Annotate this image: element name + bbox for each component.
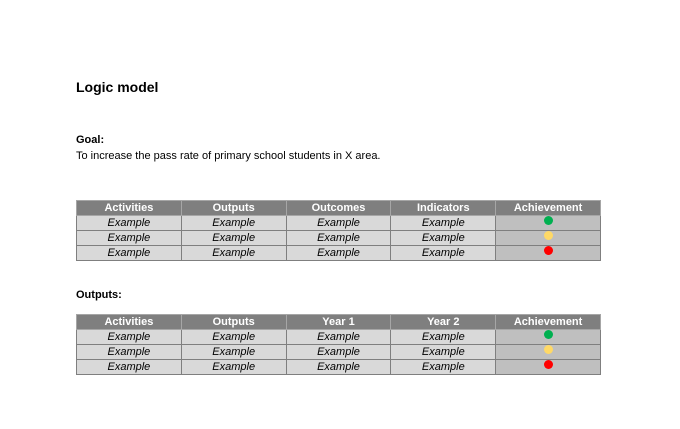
table-row <box>77 216 601 231</box>
header-achievement: Achievement <box>496 201 601 216</box>
table-cell: Example <box>181 360 286 375</box>
table-row <box>77 231 601 246</box>
table-cell: Example <box>77 345 182 360</box>
status-red-icon <box>544 246 553 255</box>
header-outcomes: Outcomes <box>286 201 391 216</box>
status-green-icon <box>544 330 553 339</box>
table-row <box>77 345 601 360</box>
table-header-row <box>77 315 601 330</box>
table-header-row <box>77 201 601 216</box>
table-cell: Example <box>391 216 496 231</box>
table-cell: Example <box>286 231 391 246</box>
achievement-cell <box>496 231 601 246</box>
header-year-2: Year 2 <box>391 315 496 330</box>
achievement-cell <box>496 216 601 231</box>
achievement-cell <box>496 345 601 360</box>
header-activities: Activities <box>77 315 182 330</box>
status-green-icon <box>544 216 553 225</box>
table-row <box>77 246 601 261</box>
table-cell: Example <box>286 360 391 375</box>
table-cell: Example <box>286 345 391 360</box>
header-year-1: Year 1 <box>286 315 391 330</box>
table-cell: Example <box>286 246 391 261</box>
table-cell: Example <box>77 330 182 345</box>
logic-model-table <box>76 200 601 261</box>
outputs-table <box>76 314 601 375</box>
table-cell: Example <box>77 246 182 261</box>
status-amber-icon <box>544 345 553 354</box>
header-activities: Activities <box>77 201 182 216</box>
status-amber-icon <box>544 231 553 240</box>
page-title: Logic model <box>76 79 159 95</box>
outputs-label: Outputs: <box>76 289 122 301</box>
achievement-cell <box>496 360 601 375</box>
table-cell: Example <box>181 345 286 360</box>
header-outputs: Outputs <box>181 201 286 216</box>
goal-label: Goal: <box>76 134 105 146</box>
table-row <box>77 360 601 375</box>
table-cell: Example <box>286 330 391 345</box>
table-cell: Example <box>181 246 286 261</box>
table-cell: Example <box>77 360 182 375</box>
table-cell: Example <box>77 216 182 231</box>
table-cell: Example <box>391 231 496 246</box>
table-cell: Example <box>181 231 286 246</box>
table-cell: Example <box>391 345 496 360</box>
goal-text: To increase the pass rate of primary school students in X area. <box>76 150 381 162</box>
table-cell: Example <box>391 360 496 375</box>
header-outputs: Outputs <box>181 315 286 330</box>
achievement-cell <box>496 246 601 261</box>
table-cell: Example <box>391 246 496 261</box>
header-achievement: Achievement <box>496 315 601 330</box>
table-cell: Example <box>391 330 496 345</box>
table-cell: Example <box>77 231 182 246</box>
status-red-icon <box>544 360 553 369</box>
table-cell: Example <box>286 216 391 231</box>
header-indicators: Indicators <box>391 201 496 216</box>
table-cell: Example <box>181 330 286 345</box>
achievement-cell <box>496 330 601 345</box>
table-row <box>77 330 601 345</box>
table-cell: Example <box>181 216 286 231</box>
